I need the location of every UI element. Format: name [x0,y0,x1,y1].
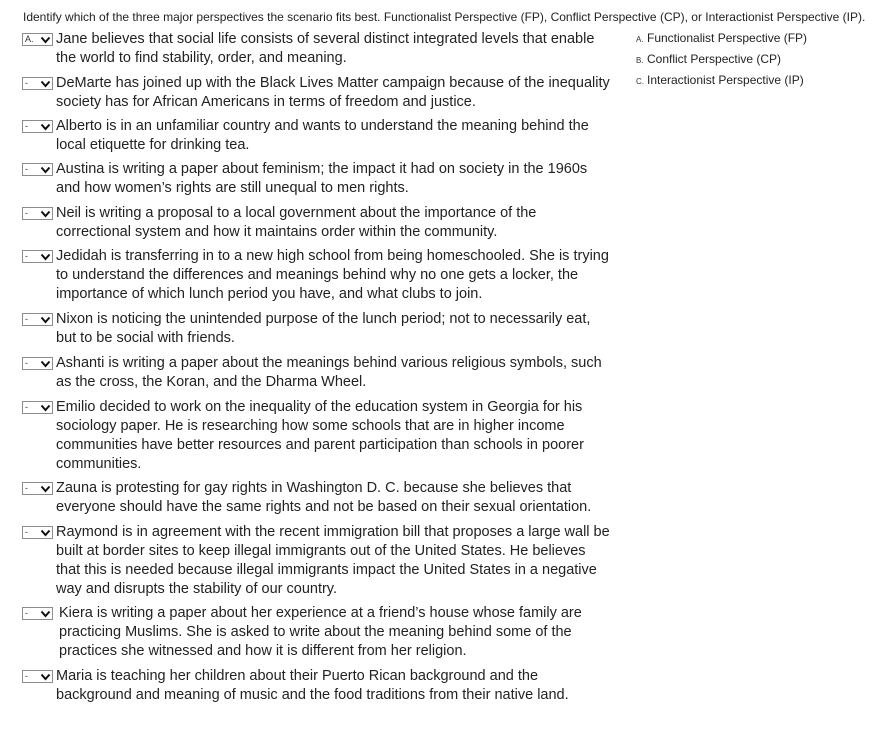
question-5 [22,204,632,247]
question-text [56,247,609,304]
chevron-down-icon [40,123,51,131]
question-9 [22,398,632,479]
option-label: Functionalist Perspective (FP) [647,31,808,45]
answer-select-value: - [25,251,28,261]
question-line: Nixon is noticing the unintended purpose of the lunch period; not to necessarily eat, [56,311,591,327]
chevron-down-icon [40,316,51,324]
answer-select-value: - [25,121,28,131]
answer-select-11[interactable] [22,526,53,539]
question-text [56,74,610,112]
question-line: to understand the differences and meanings behind why no one gets a locker, the [56,267,579,283]
question-line: built at border sites to keep illegal immigrants out of the United States. He believes [56,543,586,559]
question-11 [22,523,632,604]
chevron-down-icon [40,166,51,174]
chevron-down-icon [40,673,51,681]
question-line: Austina is writing a paper about feminism; the impact it had on society in the 1960s [56,161,588,177]
option-b [636,52,807,73]
question-text [56,30,594,68]
question-7 [22,310,632,354]
question-line: communities. [56,456,142,472]
question-12 [22,604,632,667]
question-text [56,160,587,198]
answer-select-13[interactable] [22,670,53,683]
answer-select-5[interactable] [22,207,53,220]
question-13 [22,667,632,711]
question-10 [22,479,632,523]
answer-select-7[interactable] [22,313,53,326]
answer-select-value: - [25,527,28,537]
answer-select-value: - [25,314,28,324]
question-line: Neil is writing a proposal to a local government about the importance of the [56,205,537,221]
chevron-down-icon [40,610,51,618]
option-c [636,73,807,94]
question-text [56,479,591,517]
question-2 [22,74,632,117]
answer-select-value: - [25,483,28,493]
answer-select-2[interactable] [22,77,53,90]
option-label: Conflict Perspective (CP) [647,52,782,66]
question-text [56,398,584,474]
answer-select-value: - [25,164,28,174]
question-line: that this is needed because illegal immigrants impact the United States in a negative [56,562,597,578]
answer-select-value: - [25,78,28,88]
answer-select-9[interactable] [22,401,53,414]
question-text [56,310,590,348]
chevron-down-icon [40,404,51,412]
option-letter: A. [636,35,644,44]
answer-select-10[interactable] [22,482,53,495]
question-text [56,523,610,599]
chevron-down-icon [40,253,51,261]
answer-select-3[interactable] [22,120,53,133]
answer-select-value: - [25,671,28,681]
question-line: local etiquette for drinking tea. [56,137,250,153]
answer-select-value: - [25,608,28,618]
question-line: and how women’s rights are still unequal to men rights. [56,180,409,196]
question-line: society has for African Americans in terms of freedom and justice. [56,94,476,110]
option-a [636,31,807,52]
option-letter: B. [636,56,644,65]
question-text [56,354,602,392]
question-line: background and meaning of music and the food traditions from their native land. [56,687,569,703]
question-line: correctional system and how it maintains order within the community. [56,224,498,240]
question-line: importance of which lunch period you have, and what clubs to join. [56,286,483,302]
question-line: Emilio decided to work on the inequality of the education system in Georgia for his [56,399,583,415]
question-8 [22,354,632,398]
question-line: the world to find stability, order, and meaning. [56,50,347,66]
answer-select-1[interactable] [22,33,53,46]
answer-select-value: - [25,358,28,368]
chevron-down-icon [40,485,51,493]
question-3 [22,117,632,160]
question-line: practices she witnessed and how it is different from her religion. [59,643,467,659]
answer-select-value: - [25,402,28,412]
question-line: Jane believes that social life consists of several distinct integrated levels that enable [56,31,595,47]
question-line: everyone should have the same rights and not be based on their sexual orientation. [56,499,592,515]
question-line: but to be social with friends. [56,330,235,346]
question-line: DeMarte has joined up with the Black Lives Matter campaign because of the inequality [56,75,610,91]
question-line: Kiera is writing a paper about her experience at a friend’s house whose family are [59,605,582,621]
question-text [56,117,589,155]
chevron-down-icon [40,360,51,368]
question-line: communities have better resources and parent participation than schools in poorer [56,437,584,453]
answer-select-value: - [25,208,28,218]
question-text [56,667,569,705]
question-line: Raymond is in agreement with the recent immigration bill that proposes a large wall be [56,524,610,540]
question-4 [22,160,632,204]
question-line: Alberto is in an unfamiliar country and wants to understand the meaning behind the [56,118,589,134]
answer-select-4[interactable] [22,163,53,176]
question-line: Ashanti is writing a paper about the meanings behind various religious symbols, such [56,355,602,371]
answer-select-12[interactable] [22,607,53,620]
question-list [22,30,632,711]
option-label: Interactionist Perspective (IP) [647,73,804,87]
question-6 [22,247,632,310]
question-line: practicing Muslims. She is asked to write about the meaning behind some of the [59,624,572,640]
chevron-down-icon [40,210,51,218]
chevron-down-icon [40,529,51,537]
answer-select-value: A. [25,34,34,44]
instruction-text: Identify which of the three major perspectives the scenario fits best. Functionalist Perspective (FP), Conflict Perspective (CP), or Interactionist Perspective (IP). [23,10,866,24]
question-line: as the cross, the Koran, and the Dharma Wheel. [56,374,367,390]
chevron-down-icon [40,80,51,88]
question-line: Maria is teaching her children about their Puerto Rican background and the [56,668,539,684]
answer-select-8[interactable] [22,357,53,370]
question-line: Jedidah is transferring in to a new high school from being homeschooled. She is trying [56,248,609,264]
answer-options-list [636,31,807,94]
question-line: way and disrupts the stability of our country. [56,581,338,597]
question-text [59,604,582,661]
answer-select-6[interactable] [22,250,53,263]
question-line: sociology paper. He is researching how some schools that are in higher income [56,418,565,434]
question-text [56,204,536,242]
question-1 [22,30,632,74]
option-letter: C. [636,77,644,86]
question-line: Zauna is protesting for gay rights in Washington D. C. because she believes that [56,480,572,496]
chevron-down-icon [40,36,51,44]
